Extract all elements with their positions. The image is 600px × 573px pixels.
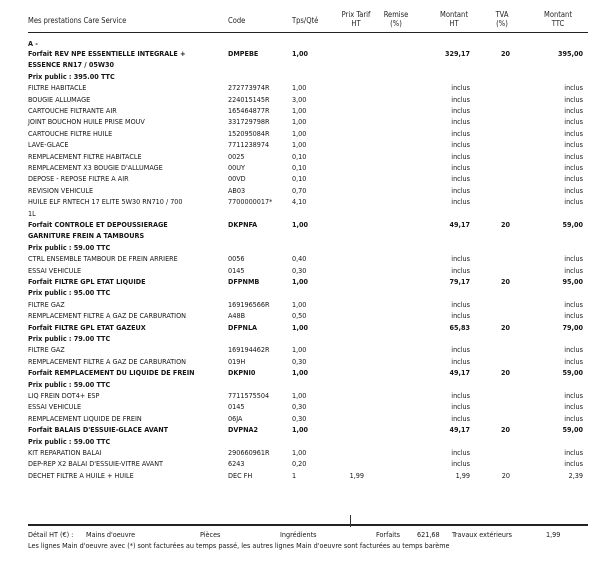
line-qty: 3,00 <box>292 95 307 104</box>
line-desc: Prix public : 95.00 TTC <box>28 288 111 297</box>
line-ht: inclus <box>451 95 470 104</box>
line-code: 0145 <box>228 266 245 275</box>
line-qty: 4,10 <box>292 197 307 206</box>
line-desc: DEPOSE - REPOSE FILTRE A AIR <box>28 174 129 183</box>
line-ttc: inclus <box>564 266 583 275</box>
line-ht: inclus <box>451 152 470 161</box>
line-qty: 1,00 <box>292 448 307 457</box>
line-ttc: inclus <box>564 254 583 263</box>
line-ttc: 59,00 <box>562 220 583 229</box>
header-description: Mes prestations Care Service <box>28 16 127 25</box>
line-ht: inclus <box>451 117 470 126</box>
line-qty: 1,00 <box>292 140 307 149</box>
line-desc: Forfait REV NPE ESSENTIELLE INTEGRALE + <box>28 49 186 58</box>
line-desc: Forfait REMPLACEMENT DU LIQUIDE DE FREIN <box>28 368 195 377</box>
line-ttc: 95,00 <box>562 277 583 286</box>
line-desc: CTRL ENSEMBLE TAMBOUR DE FREIN ARRIERE <box>28 254 178 263</box>
line-code: 152095084R <box>228 129 270 138</box>
line-ttc: 395,00 <box>558 49 583 58</box>
header-code: Code <box>228 16 246 25</box>
line-ht: inclus <box>451 186 470 195</box>
line-desc: Forfait FILTRE GPL ETAT LIQUIDE <box>28 277 146 286</box>
line-tva: 20 <box>501 220 510 229</box>
section-label: A - <box>28 39 38 48</box>
line-code: DVPNA2 <box>228 425 259 434</box>
line-desc: Prix public : 395.00 TTC <box>28 72 115 81</box>
line-qty: 0,10 <box>292 152 307 161</box>
line-ttc: inclus <box>564 106 583 115</box>
header-discount: Remise (%) <box>383 10 409 28</box>
line-qty: 0,30 <box>292 414 307 423</box>
line-ttc: inclus <box>564 186 583 195</box>
line-qty: 1,00 <box>292 368 308 377</box>
line-tva: 20 <box>501 277 510 286</box>
header-rule <box>28 32 588 33</box>
line-qty: 0,30 <box>292 357 307 366</box>
line-code: AB03 <box>228 186 246 195</box>
line-desc: CARTOUCHE FILTRANTE AIR <box>28 106 117 115</box>
line-code: 331729798R <box>228 117 270 126</box>
line-code: 7711238974 <box>228 140 270 149</box>
line-code: A48B <box>228 311 246 320</box>
line-desc: LIQ FREIN DOT4+ ESP <box>28 391 100 400</box>
line-ht: inclus <box>451 414 470 423</box>
line-desc: DEP-REP X2 BALAI D'ESSUIE-VITRE AVANT <box>28 459 163 468</box>
line-ttc: inclus <box>564 117 583 126</box>
line-code: 00UY <box>228 163 245 172</box>
line-qty: 1,00 <box>292 220 308 229</box>
line-qty: 1,00 <box>292 323 308 332</box>
line-qty: 1,00 <box>292 129 307 138</box>
line-ht: 49,17 <box>449 220 470 229</box>
line-desc: Prix public : 59.00 TTC <box>28 380 111 389</box>
line-desc: ESSENCE RN17 / 05W30 <box>28 60 115 69</box>
line-desc: Prix public : 59.00 TTC <box>28 243 111 252</box>
line-qty: 1,00 <box>292 106 307 115</box>
line-qty: 0,30 <box>292 402 307 411</box>
line-ttc: 59,00 <box>562 425 583 434</box>
line-desc: REVISION VEHICULE <box>28 186 94 195</box>
footer-external-value: 1,99 <box>546 530 561 539</box>
line-desc: FILTRE GAZ <box>28 300 65 309</box>
line-desc: BOUGIE ALLUMAGE <box>28 95 91 104</box>
line-desc: HUILE ELF RNTECH 17 ELITE 5W30 RN710 / 700 <box>28 197 183 206</box>
line-ttc: inclus <box>564 129 583 138</box>
line-qty: 1,00 <box>292 117 307 126</box>
line-ht: inclus <box>451 345 470 354</box>
line-code: 272773974R <box>228 83 270 92</box>
line-ht: inclus <box>451 459 470 468</box>
line-ttc: inclus <box>564 197 583 206</box>
line-ht: 49,17 <box>449 368 470 377</box>
line-qty: 1,00 <box>292 345 307 354</box>
line-desc: DECHET FILTRE A HUILE + HUILE <box>28 471 134 480</box>
footer-parts: Pièces <box>200 530 221 539</box>
line-ttc: 79,00 <box>562 323 583 332</box>
line-code: 0056 <box>228 254 245 263</box>
line-desc: ESSAI VEHICULE <box>28 266 82 275</box>
line-code: 169196566R <box>228 300 270 309</box>
line-code: 019H <box>228 357 246 366</box>
line-tva: 20 <box>501 368 510 377</box>
line-desc: Forfait CONTROLE ET DEPOUSSIERAGE <box>28 220 168 229</box>
line-ttc: inclus <box>564 459 583 468</box>
line-qty: 1 <box>292 471 297 480</box>
line-ht: inclus <box>451 106 470 115</box>
line-code: 169194462R <box>228 345 270 354</box>
line-tva: 20 <box>501 49 510 58</box>
line-ttc: inclus <box>564 402 583 411</box>
line-desc: ESSAI VEHICULE <box>28 402 82 411</box>
line-desc: REMPLACEMENT FILTRE A GAZ DE CARBURATION <box>28 311 186 320</box>
total-rule <box>28 524 588 526</box>
line-ttc: 59,00 <box>562 368 583 377</box>
line-ht: inclus <box>451 254 470 263</box>
line-ttc: inclus <box>564 163 583 172</box>
line-ttc: inclus <box>564 174 583 183</box>
line-desc: REMPLACEMENT X3 BOUGIE D'ALLUMAGE <box>28 163 163 172</box>
line-ttc: inclus <box>564 300 583 309</box>
line-ht: 329,17 <box>445 49 470 58</box>
line-desc: JOINT BOUCHON HUILE PRISE MOUV <box>28 117 145 126</box>
line-ht: 79,17 <box>449 277 470 286</box>
footer-labour: Mains d'oeuvre <box>86 530 136 539</box>
line-desc: LAVE-GLACE <box>28 140 69 149</box>
line-desc: FILTRE HABITACLE <box>28 83 87 92</box>
line-ht: inclus <box>451 300 470 309</box>
line-ttc: inclus <box>564 95 583 104</box>
line-ht: inclus <box>451 448 470 457</box>
line-ttc: inclus <box>564 448 583 457</box>
line-ttc: inclus <box>564 345 583 354</box>
line-desc: REMPLACEMENT LIQUIDE DE FREIN <box>28 414 142 423</box>
line-qty: 0,50 <box>292 311 307 320</box>
line-ht: inclus <box>451 174 470 183</box>
line-ttc: inclus <box>564 391 583 400</box>
line-qty: 1,00 <box>292 277 308 286</box>
line-code: 224015145R <box>228 95 270 104</box>
line-ttc: inclus <box>564 311 583 320</box>
line-code: DFPNLA <box>228 323 258 332</box>
line-desc: 1L <box>28 209 36 218</box>
line-tva: 20 <box>501 323 510 332</box>
line-qty: 0,10 <box>292 163 307 172</box>
line-desc: Prix public : 79.00 TTC <box>28 334 111 343</box>
line-qty: 0,40 <box>292 254 307 263</box>
line-desc: KIT REPARATION BALAI <box>28 448 102 457</box>
line-qty: 0,30 <box>292 266 307 275</box>
line-code: DFPNMB <box>228 277 260 286</box>
line-desc: FILTRE GAZ <box>28 345 65 354</box>
line-desc: Prix public : 59.00 TTC <box>28 437 111 446</box>
line-desc: Forfait BALAIS D'ESSUIE-GLACE AVANT <box>28 425 169 434</box>
line-desc: Forfait FILTRE GPL ETAT GAZEUX <box>28 323 146 332</box>
line-code: 7700000017* <box>228 197 273 206</box>
line-code: 0025 <box>228 152 245 161</box>
header-qty: Tps/Qté <box>292 16 319 25</box>
footer-ingredients: Ingrédients <box>280 530 317 539</box>
line-qty: 0,10 <box>292 174 307 183</box>
line-code: DMPEBE <box>228 49 259 58</box>
line-tva: 20 <box>501 471 510 480</box>
header-price: Prix Tarif HT <box>341 10 371 28</box>
line-desc: CARTOUCHE FILTRE HUILE <box>28 129 113 138</box>
footer-packages-value: 621,68 <box>417 530 440 539</box>
line-ht: 1,99 <box>455 471 470 480</box>
line-tva: 20 <box>501 425 510 434</box>
line-code: DKPNFA <box>228 220 258 229</box>
line-qty: 1,00 <box>292 425 308 434</box>
line-code: 06JA <box>228 414 243 423</box>
line-ttc: inclus <box>564 357 583 366</box>
line-ht: inclus <box>451 83 470 92</box>
price-column-divider <box>350 515 351 527</box>
line-code: DKPNI0 <box>228 368 256 377</box>
line-ht: inclus <box>451 402 470 411</box>
line-ttc: 2,39 <box>568 471 583 480</box>
header-amount-ht: Montant HT <box>440 10 468 28</box>
line-ht: 65,83 <box>449 323 470 332</box>
line-ttc: inclus <box>564 414 583 423</box>
line-ht: inclus <box>451 163 470 172</box>
line-desc: GARNITURE FREIN A TAMBOURS <box>28 231 145 240</box>
line-qty: 1,00 <box>292 300 307 309</box>
line-code: 7711575504 <box>228 391 270 400</box>
line-code: 0145 <box>228 402 245 411</box>
line-ht: inclus <box>451 266 470 275</box>
footer-external-label: Travaux extérieurs <box>452 530 513 539</box>
line-price: 1,99 <box>349 471 364 480</box>
line-ht: inclus <box>451 391 470 400</box>
line-code: 165464877R <box>228 106 270 115</box>
footer-note: Les lignes Main d'oeuvre avec (*) sont facturées au temps passé, les autres lignes Main d'oeuvre sont facturées au temps barème <box>28 541 450 550</box>
line-code: DEC FH <box>228 471 253 480</box>
line-code: 290660961R <box>228 448 270 457</box>
line-ttc: inclus <box>564 152 583 161</box>
footer-packages-label: Forfaits <box>376 530 401 539</box>
line-code: 00VD <box>228 174 246 183</box>
line-qty: 0,70 <box>292 186 307 195</box>
line-code: 6243 <box>228 459 245 468</box>
line-ttc: inclus <box>564 83 583 92</box>
line-ht: inclus <box>451 140 470 149</box>
line-ht: 49,17 <box>449 425 470 434</box>
line-qty: 1,00 <box>292 49 308 58</box>
line-ht: inclus <box>451 357 470 366</box>
line-ht: inclus <box>451 197 470 206</box>
footer-detail-label: Détail HT (€) : <box>28 530 74 539</box>
header-tva: TVA (%) <box>495 10 509 28</box>
line-desc: REMPLACEMENT FILTRE HABITACLE <box>28 152 142 161</box>
line-qty: 1,00 <box>292 391 307 400</box>
line-ht: inclus <box>451 311 470 320</box>
line-ht: inclus <box>451 129 470 138</box>
line-qty: 0,20 <box>292 459 307 468</box>
line-ttc: inclus <box>564 140 583 149</box>
line-qty: 1,00 <box>292 83 307 92</box>
header-amount-ttc: Montant TTC <box>544 10 572 28</box>
line-desc: REMPLACEMENT FILTRE A GAZ DE CARBURATION <box>28 357 186 366</box>
